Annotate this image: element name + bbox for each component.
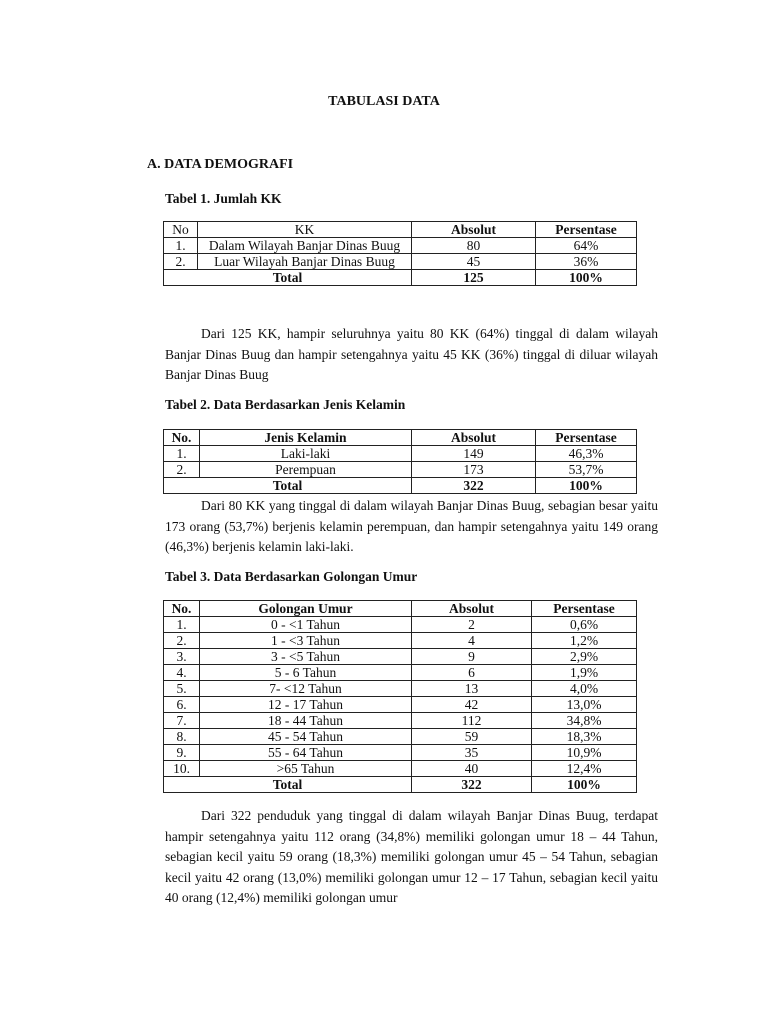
table-header-cell: Persentase <box>536 222 637 238</box>
table-cell: 1,9% <box>532 665 637 681</box>
table-cell: 6. <box>164 697 200 713</box>
paragraph <box>165 496 658 558</box>
table-header-cell: Jenis Kelamin <box>200 430 412 446</box>
paragraph <box>165 324 658 386</box>
table-total-row <box>164 777 637 793</box>
table-header-row <box>164 430 637 446</box>
table-cell: Laki-laki <box>200 446 412 462</box>
table-header-cell: No <box>164 222 198 238</box>
paragraph-text: Dari 125 KK, hampir seluruhnya yaitu 80 KK (64%) tinggal di dalam wilayah Banjar Dinas Buug dan hampir setengahnya yaitu 45 KK (36%) tinggal di diluar wilayah Banjar Dinas Buug <box>165 326 658 382</box>
table-header-cell: Golongan Umur <box>200 601 412 617</box>
table-header-cell: Persentase <box>536 430 637 446</box>
table-row <box>164 713 637 729</box>
table-cell: 64% <box>536 238 637 254</box>
table-cell: 9. <box>164 745 200 761</box>
table-row <box>164 697 637 713</box>
table-cell: 12 - 17 Tahun <box>200 697 412 713</box>
table-cell: 12,4% <box>532 761 637 777</box>
table2 <box>163 429 637 494</box>
table3-caption: Tabel 3. Data Berdasarkan Golongan Umur <box>165 569 418 584</box>
paragraph-text: Dari 322 penduduk yang tinggal di dalam wilayah Banjar Dinas Buug, terdapat hampir setengahnya yaitu 112 orang (34,8%) memiliki golongan umur 18 – 44 Tahun, sebagian kecil yaitu 59 orang (18,3%) memiliki golongan umur 45 – 54 Tahun, sebagian kecil yaitu 42 orang (13,0%) memiliki golongan umur 12 – 17 Tahun, sebagian kecil yaitu 40 orang (12,4%) memiliki golongan umur <box>165 808 658 905</box>
section-title: A. DATA DEMOGRAFI <box>147 157 294 172</box>
table1 <box>163 221 637 286</box>
table-cell: 36% <box>536 254 637 270</box>
table-cell: 53,7% <box>536 462 637 478</box>
table-cell: 80 <box>412 238 536 254</box>
table-cell: 7- <12 Tahun <box>200 681 412 697</box>
table-cell: Total <box>164 270 412 286</box>
table-cell: 10,9% <box>532 745 637 761</box>
table-cell: 1 - <3 Tahun <box>200 633 412 649</box>
table-cell: 4,0% <box>532 681 637 697</box>
table-cell: 2,9% <box>532 649 637 665</box>
table-cell: 0,6% <box>532 617 637 633</box>
table-cell: 55 - 64 Tahun <box>200 745 412 761</box>
table-cell: 2. <box>164 633 200 649</box>
table-cell: 59 <box>412 729 532 745</box>
table-cell: 40 <box>412 761 532 777</box>
table-cell: 5. <box>164 681 200 697</box>
table-cell: 3. <box>164 649 200 665</box>
table-cell: 3 - <5 Tahun <box>200 649 412 665</box>
table-row <box>164 761 637 777</box>
table-cell: 100% <box>536 270 637 286</box>
table-cell: 45 - 54 Tahun <box>200 729 412 745</box>
table-cell: 2 <box>412 617 532 633</box>
table-cell: 42 <box>412 697 532 713</box>
table-row <box>164 462 637 478</box>
paragraph-text: Dari 80 KK yang tinggal di dalam wilayah Banjar Dinas Buug, sebagian besar yaitu 173 orang (53,7%) berjenis kelamin perempuan, dan hampir setengahnya yaitu 149 orang (46,3%) berjenis kelamin laki-laki. <box>165 498 658 554</box>
table-cell: 4 <box>412 633 532 649</box>
table-row <box>164 649 637 665</box>
paragraph <box>165 806 658 909</box>
table-cell: 9 <box>412 649 532 665</box>
page-title: TABULASI DATA <box>328 94 440 109</box>
table-cell: 45 <box>412 254 536 270</box>
table-header-row <box>164 601 637 617</box>
table-cell: 322 <box>412 777 532 793</box>
table-header-cell: Persentase <box>532 601 637 617</box>
table-row <box>164 665 637 681</box>
table-cell: 322 <box>412 478 536 494</box>
table-header-cell: No. <box>164 430 200 446</box>
table2-caption: Tabel 2. Data Berdasarkan Jenis Kelamin <box>165 397 406 412</box>
table-cell: 100% <box>532 777 637 793</box>
table-cell: Total <box>164 777 412 793</box>
table-cell: 1,2% <box>532 633 637 649</box>
table-header-row <box>164 222 637 238</box>
table-row <box>164 681 637 697</box>
table-row <box>164 446 637 462</box>
table-cell: 125 <box>412 270 536 286</box>
table-cell: 112 <box>412 713 532 729</box>
table-cell: Total <box>164 478 412 494</box>
table-cell: 1. <box>164 446 200 462</box>
table-cell: 13,0% <box>532 697 637 713</box>
table-cell: 5 - 6 Tahun <box>200 665 412 681</box>
table-row <box>164 254 637 270</box>
table-cell: 0 - <1 Tahun <box>200 617 412 633</box>
table-cell: Perempuan <box>200 462 412 478</box>
table-row <box>164 745 637 761</box>
table-cell: Dalam Wilayah Banjar Dinas Buug <box>198 238 412 254</box>
table-row <box>164 729 637 745</box>
table-header-cell: Absolut <box>412 601 532 617</box>
table-cell: 8. <box>164 729 200 745</box>
table-cell: Luar Wilayah Banjar Dinas Buug <box>198 254 412 270</box>
table-header-cell: No. <box>164 601 200 617</box>
table-cell: 7. <box>164 713 200 729</box>
table-cell: 35 <box>412 745 532 761</box>
table-cell: >65 Tahun <box>200 761 412 777</box>
table-total-row <box>164 478 637 494</box>
table-cell: 18,3% <box>532 729 637 745</box>
table-cell: 1. <box>164 238 198 254</box>
table-total-row <box>164 270 637 286</box>
table-cell: 6 <box>412 665 532 681</box>
table-header-cell: Absolut <box>412 430 536 446</box>
table-row <box>164 633 637 649</box>
table-cell: 149 <box>412 446 536 462</box>
table-cell: 173 <box>412 462 536 478</box>
table3 <box>163 600 637 793</box>
table-cell: 100% <box>536 478 637 494</box>
table-cell: 13 <box>412 681 532 697</box>
table-row <box>164 617 637 633</box>
table-cell: 2. <box>164 254 198 270</box>
table-header-cell: KK <box>198 222 412 238</box>
table-cell: 18 - 44 Tahun <box>200 713 412 729</box>
table-cell: 4. <box>164 665 200 681</box>
table-cell: 2. <box>164 462 200 478</box>
table-row <box>164 238 637 254</box>
table1-caption: Tabel 1. Jumlah KK <box>165 191 282 206</box>
table-cell: 10. <box>164 761 200 777</box>
table-cell: 1. <box>164 617 200 633</box>
table-cell: 34,8% <box>532 713 637 729</box>
table-cell: 46,3% <box>536 446 637 462</box>
table-header-cell: Absolut <box>412 222 536 238</box>
